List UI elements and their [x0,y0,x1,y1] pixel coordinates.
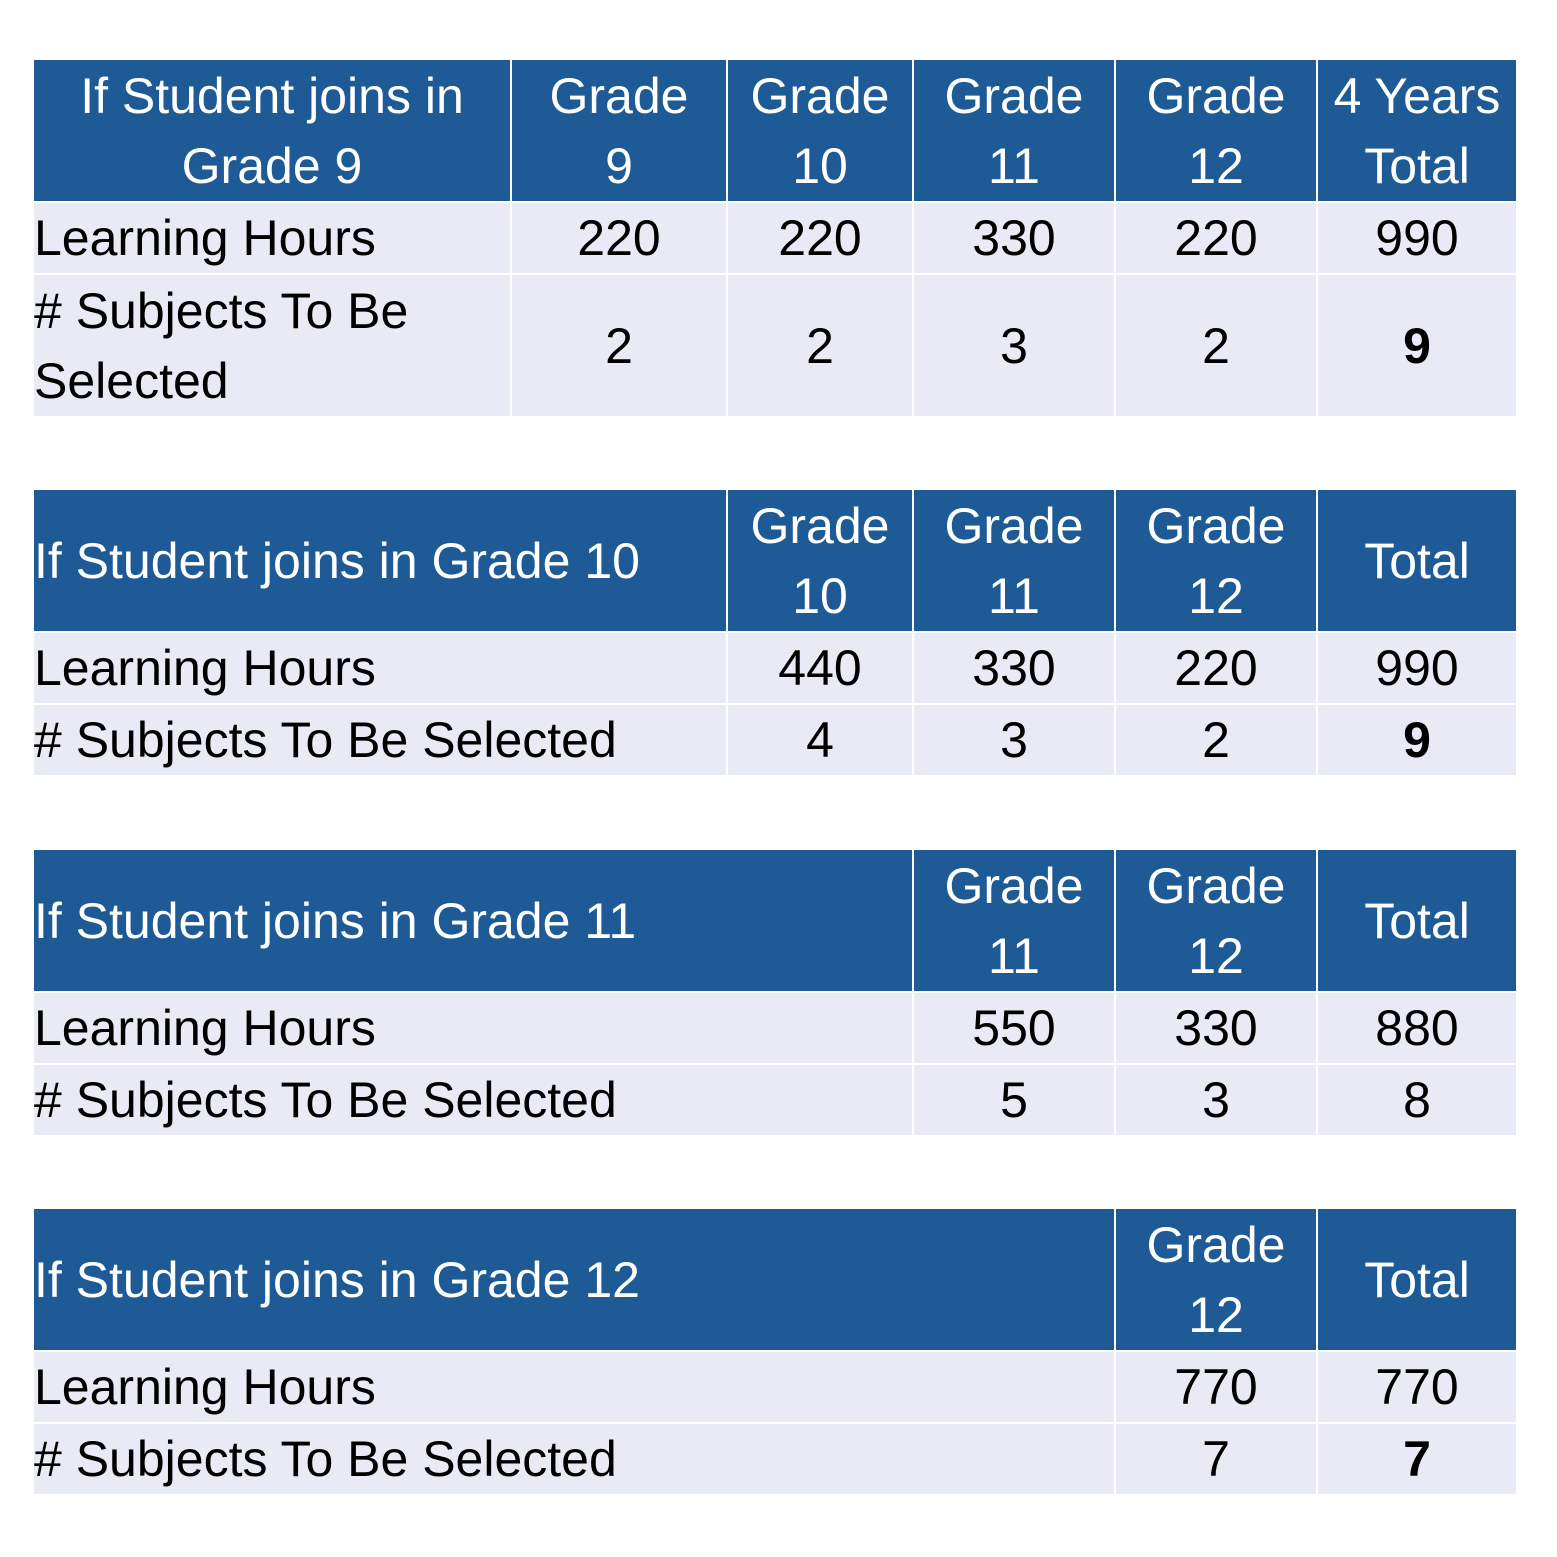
header-cell: Total [1317,1209,1516,1351]
header-cell: Grade 12 [1115,60,1317,202]
grade9-table-block [34,60,1516,416]
grade10-table-block [34,490,1516,775]
header-row [34,60,1516,202]
table-row [34,992,1516,1064]
table-row [34,704,1516,775]
grade12-table-block [34,1209,1516,1494]
header-cell: Grade 11 [913,60,1115,202]
table-row [34,202,1516,274]
grade12-table [34,1209,1516,1494]
table-cell: 330 [1115,992,1317,1064]
table-cell: 2 [1115,704,1317,775]
table-title: If Student joins in Grade 11 [34,850,913,992]
table-cell-total: 7 [1317,1423,1516,1494]
header-cell: Grade 10 [727,490,913,632]
header-row [34,850,1516,992]
table-cell: 2 [727,274,913,416]
header-cell: Total [1317,490,1516,632]
table-cell: 3 [1115,1064,1317,1135]
grade11-table-block [34,850,1516,1135]
header-cell: Grade 9 [511,60,727,202]
table-cell-total: 9 [1317,274,1516,416]
table-cell: 440 [727,632,913,704]
table-cell: 220 [1115,202,1317,274]
table-cell: 550 [913,992,1115,1064]
table-cell: 2 [511,274,727,416]
table-cell: 4 [727,704,913,775]
header-cell: Grade 10 [727,60,913,202]
table-cell: 990 [1317,632,1516,704]
row-label: # Subjects To Be Selected [34,704,727,775]
row-label: # Subjects To Be Selected [34,1064,913,1135]
table-row [34,274,1516,416]
table-title: If Student joins in Grade 12 [34,1209,1115,1351]
header-cell: Grade 12 [1115,1209,1317,1351]
table-cell: 770 [1317,1351,1516,1423]
header-cell: Grade 12 [1115,850,1317,992]
table-cell: 330 [913,202,1115,274]
table-cell: 990 [1317,202,1516,274]
row-label: Learning Hours [34,632,727,704]
header-row [34,1209,1516,1351]
header-cell: Grade 11 [913,850,1115,992]
table-cell-total: 9 [1317,704,1516,775]
header-cell: 4 Years Total [1317,60,1516,202]
row-label: Learning Hours [34,202,511,274]
grade9-table [34,60,1516,416]
table-cell: 880 [1317,992,1516,1064]
table-cell: 770 [1115,1351,1317,1423]
header-cell: Grade 11 [913,490,1115,632]
header-cell: Grade 12 [1115,490,1317,632]
header-row [34,490,1516,632]
table-cell: 3 [913,274,1115,416]
table-cell: 2 [1115,274,1317,416]
grade11-table [34,850,1516,1135]
row-label: Learning Hours [34,1351,1115,1423]
row-label: # Subjects To Be Selected [34,1423,1115,1494]
table-cell: 220 [1115,632,1317,704]
table-row [34,1423,1516,1494]
table-cell-total: 8 [1317,1064,1516,1135]
table-cell: 330 [913,632,1115,704]
table-row [34,1351,1516,1423]
table-cell: 5 [913,1064,1115,1135]
row-label: # Subjects To Be Selected [34,274,511,416]
table-cell: 220 [727,202,913,274]
table-cell: 3 [913,704,1115,775]
table-row [34,1064,1516,1135]
table-title: If Student joins in Grade 10 [34,490,727,632]
header-cell: Total [1317,850,1516,992]
table-row [34,632,1516,704]
table-cell: 7 [1115,1423,1317,1494]
row-label: Learning Hours [34,992,913,1064]
table-cell: 220 [511,202,727,274]
table-title: If Student joins in Grade 9 [34,60,511,202]
grade10-table [34,490,1516,775]
